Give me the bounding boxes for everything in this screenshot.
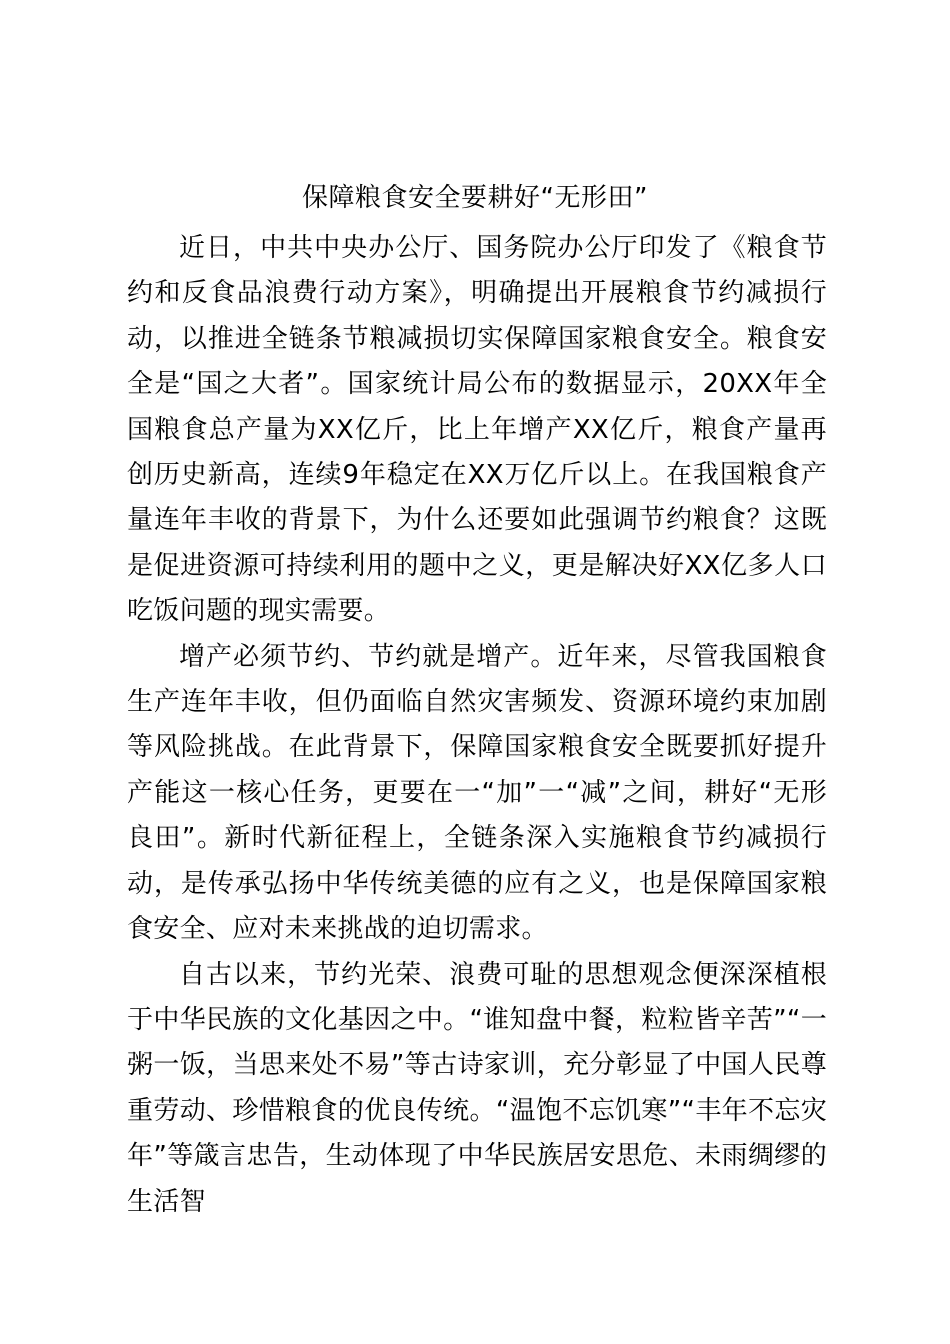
paragraph-1: 近日，中共中央办公厅、国务院办公厅印发了《粮食节约和反食品浪费行动方案》，明确提出开展粮食节约减损行动，以推进全链条节粮减损切实保障国家粮食安全。粮食安全是“国之大者”。国家统计局公布的数据显示，20XX年全国粮食总产量为XX亿斤，比上年增产XX亿斤，粮食产量再创历史新高，连续9年稳定在XX万亿斤以上。在我国粮食产量连年丰收的背景下，为什么还要如此强调节约粮食？这既是促进资源可持续利用的题中之义，更是解决好XX亿多人口吃饭问题的现实需要。: [127, 233, 827, 627]
paragraph-3: 自古以来，节约光荣、浪费可耻的思想观念便深深植根于中华民族的文化基因之中。“谁知盘中餐，粒粒皆辛苦”“一粥一饭，当思来处不易”等古诗家训，充分彰显了中国人民尊重劳动、珍惜粮食的优良传统。“温饱不忘饥寒”“丰年不忘灾年”等箴言忠告，生动体现了中华民族居安思危、未雨绸缪的生活智: [127, 959, 827, 1217]
document-title: 保障粮食安全要耕好“无形田”: [302, 183, 648, 213]
paragraph-2: 增产必须节约、节约就是增产。近年来，尽管我国粮食生产连年丰收，但仍面临自然灾害频发、资源环境约束加剧等风险挑战。在此背景下，保障国家粮食安全既要抓好提升产能这一核心任务，更要在一“加”一“减”之间，耕好“无形良田”。新时代新征程上，全链条深入实施粮食节约减损行动，是传承弘扬中华传统美德的应有之义，也是保障国家粮食安全、应对未来挑战的迫切需求。: [127, 641, 827, 945]
document-body: [127, 226, 827, 1225]
